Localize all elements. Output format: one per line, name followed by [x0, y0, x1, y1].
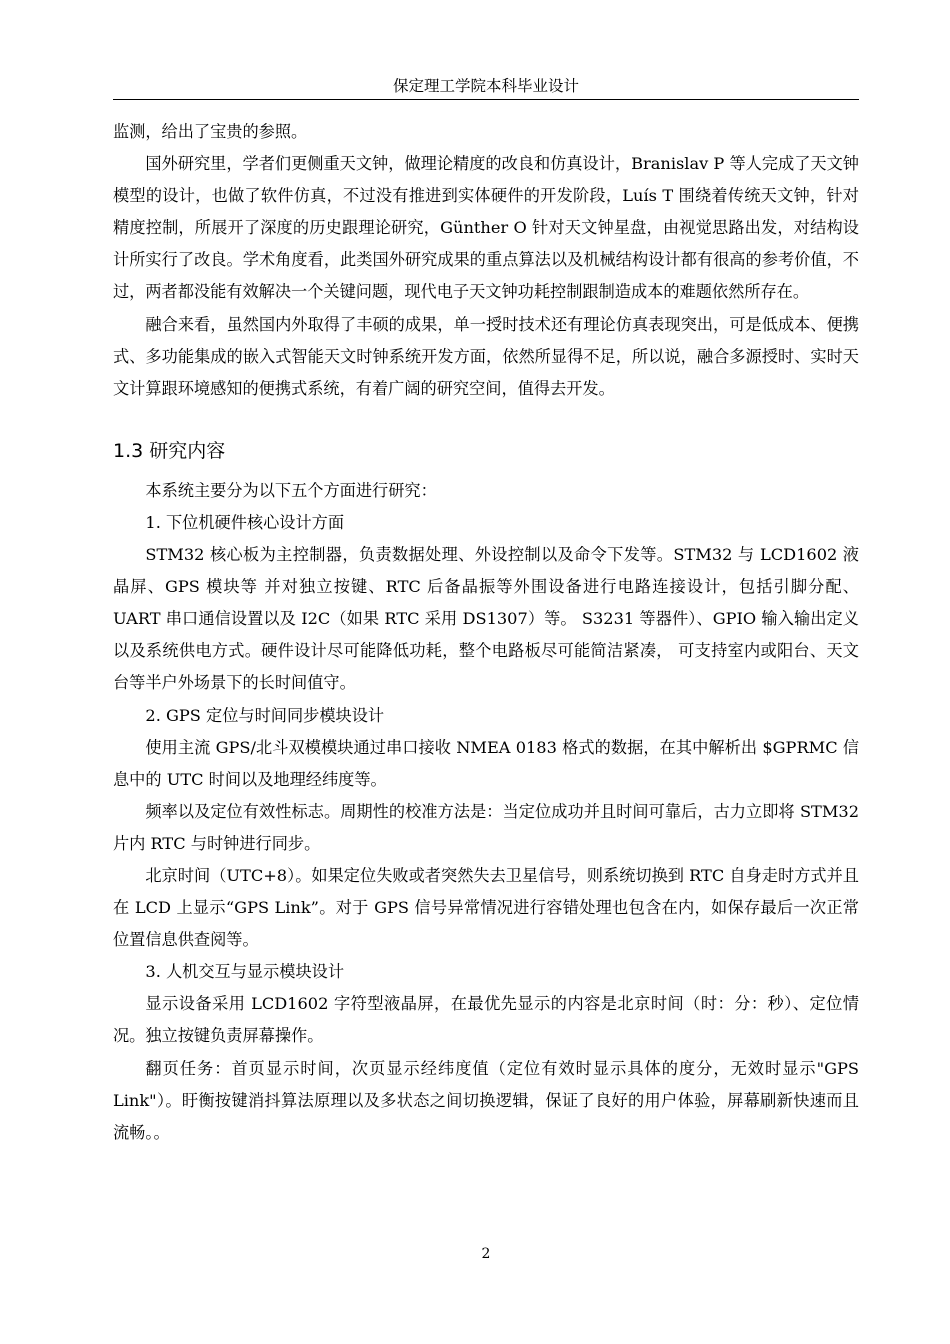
- list-item-gps: 2. GPS 定位与时间同步模块设计: [145, 705, 385, 725]
- paragraph-display-1: 显示设备采用 LCD1602 字符型液晶屏，在最优先显示的内容是北京时间（时：分：秒）、定位情况。独立按键负责屏幕操作。: [113, 994, 859, 1046]
- section-heading: 1.3 研究内容: [113, 439, 226, 462]
- paragraph-gps-3: 北京时间（UTC+8）。如果定位失败或者突然失去卫星信号，则系统切换到 RTC 自身走时方式并且在 LCD 上显示“GPS Link”。对于 GPS 信号异常情况进行容错处理也包含在内，如保存最后一次正常位置信息供查阅等。: [113, 865, 859, 950]
- paragraph-display-2: 翻页任务：首页显示时间，次页显示经纬度值（定位有效时显示具体的度分，无效时显示"GPS Link"）。盱衡按键消抖算法原理以及多状态之间切换逻辑，保证了良好的用户体验，屏幕刷新快速而且流畅。。: [113, 1058, 859, 1142]
- header-rule: [113, 99, 859, 100]
- paragraph-gps-2: 频率以及定位有效性标志。周期性的校准方法是：当定位成功并且时间可靠后，古力立即将 STM32 片内 RTC 与时钟进行同步。: [113, 801, 859, 853]
- paragraph-gps-1: 使用主流 GPS/北斗双模模块通过串口接收 NMEA 0183 格式的数据，在其中解析出 $GPRMC 信息中的 UTC 时间以及地理经纬度等。: [113, 737, 859, 789]
- paragraph-hardware: STM32 核心板为主控制器，负责数据处理、外设控制以及命令下发等。STM32 与 LCD1602 液晶屏、GPS 模块等 并对独立按键、RTC 后备晶振等外围设备进行电路连接设计，包括引脚分配、UART 串口通信设置以及 I2C（如果 RTC 采用 DS1307）等。 S3231 等器件）、GPIO 输入输出定义以及系统供电方式。硬件设计尽可能降低功耗，整个电路板尽可能简洁紧凑， 可支持室内或阳台、天文台等半户外场景下的长时间值守。: [113, 545, 859, 693]
- paragraph-intro: 本系统主要分为以下五个方面进行研究：: [145, 480, 437, 500]
- paragraph-summary: 融合来看，虽然国内外取得了丰硕的成果，单一授时技术还有理论仿真表现突出，可是低成本、便携式、多功能集成的嵌入式智能天文时钟系统开发方面，依然所显得不足，所以说，融合多源授时、实时天文计算跟环境感知的便携式系统，有着广阔的研究空间，值得去开发。: [113, 314, 859, 398]
- page-number: 2: [481, 1246, 491, 1262]
- page-header: 保定理工学院本科毕业设计: [392, 77, 579, 95]
- page-body: [113, 116, 859, 1149]
- paragraph-foreign-research: 国外研究里，学者们更侧重天文钟，做理论精度的改良和仿真设计，Branislav P 等人完成了天文钟模型的设计，也做了软件仿真，不过没有推进到实体硬件的开发阶段，Luís T 围绕着传统天文钟，针对精度控制，所展开了深度的历史跟理论研究，Günther O 针对天文钟星盘，由视觉思路出发，对结构设计所实行了改良。学术角度看，此类国外研究成果的重点算法以及机械结构设计都有很高的参考价值，不过，两者都没能有效解决一个关键问题，现代电子天文钟功耗控制跟制造成本的难题依然所存在。: [113, 154, 859, 302]
- paragraph-continuation: 监测，给出了宝贵的参照。: [113, 122, 308, 141]
- list-item-display: 3. 人机交互与显示模块设计: [145, 962, 345, 982]
- list-item-hardware: 1. 下位机硬件核心设计方面: [145, 512, 345, 532]
